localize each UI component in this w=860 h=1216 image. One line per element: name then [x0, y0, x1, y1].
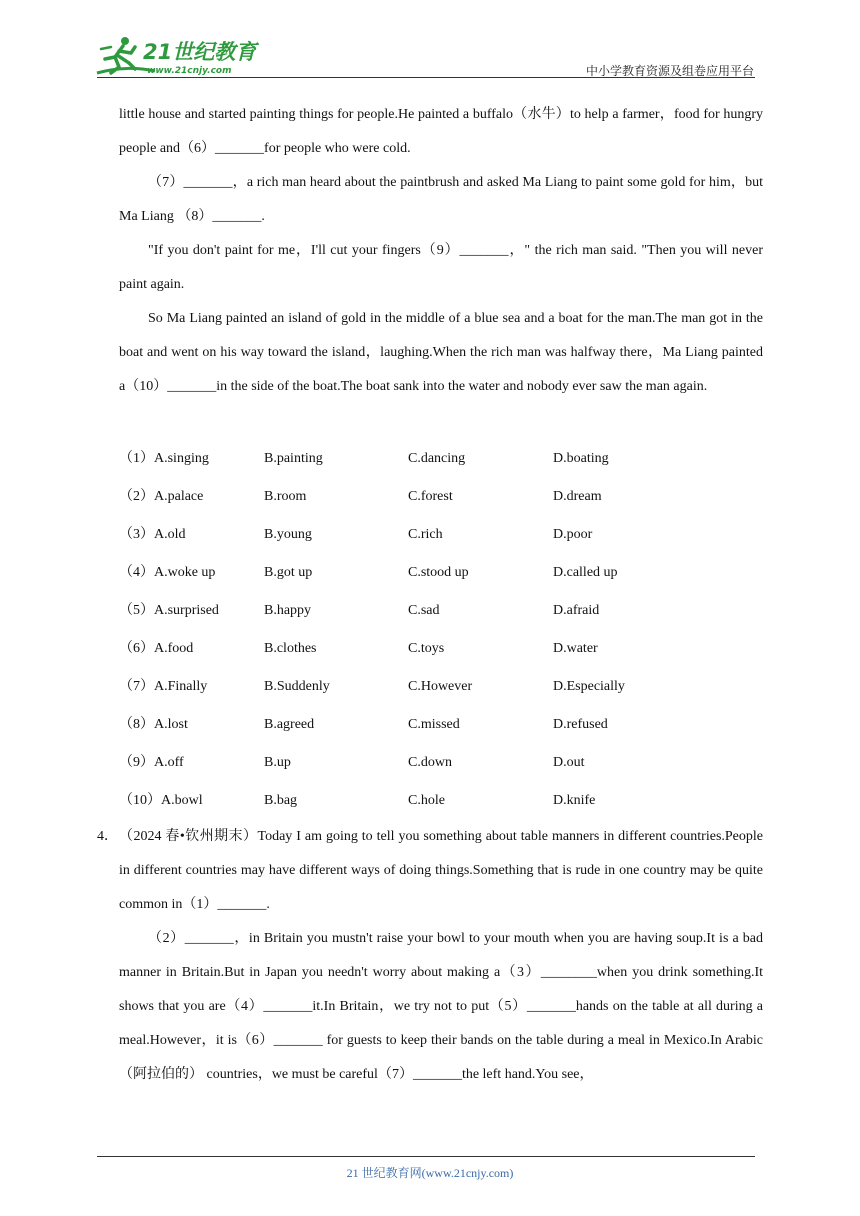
question-number: 4．: [97, 829, 118, 844]
option-row: [119, 440, 763, 478]
option-a: （10）A.bowl: [119, 793, 203, 808]
passage-paragraph: So Ma Liang painted an island of gold in the middle of a blue sea and a boat for the man.The man got in the boat and went on his way toward the island，laughing.When the rich man was halfway there，Ma Liang painted a（10）_______in the side of the boat.The boat sank into the water and nobody ever saw the man again.: [119, 311, 763, 394]
option-c: C.hole: [408, 793, 445, 808]
option-a: （2）A.palace: [119, 489, 204, 504]
passage-paragraph: little house and started painting things for people.He painted a buffalo（水牛）to help a farmer，food for hungry people and（6）_______for people who were cold.: [119, 107, 763, 156]
option-c: C.sad: [408, 603, 440, 618]
option-a: （9）A.off: [119, 755, 184, 770]
option-b: B.bag: [264, 793, 298, 808]
option-a: （5）A.surprised: [119, 603, 219, 618]
option-b: B.happy: [264, 603, 312, 618]
footer-divider: [97, 1156, 755, 1157]
passage-paragraph: （7）_______，a rich man heard about the paintbrush and asked Ma Liang to paint some gold for him，but Ma Liang （8）_______.: [119, 175, 763, 224]
option-row: [119, 668, 763, 706]
option-d: D.dream: [553, 489, 602, 504]
option-b: B.clothes: [264, 641, 317, 656]
section-spacer: [119, 404, 763, 440]
answer-options: [119, 440, 763, 820]
page-footer: 21 世纪教育网(www.21cnjy.com): [346, 1166, 514, 1180]
option-b: B.Suddenly: [264, 679, 330, 694]
option-row: [119, 782, 763, 820]
option-a: （7）A.Finally: [119, 679, 208, 694]
question-4: [97, 820, 763, 1092]
document-body: [97, 98, 763, 1092]
option-row: [119, 478, 763, 516]
logo-main-text: 21世纪教育: [143, 40, 257, 64]
option-row: [119, 706, 763, 744]
option-d: D.poor: [553, 527, 593, 542]
option-d: D.out: [553, 755, 585, 770]
header-platform-text: 中小学教育资源及组卷应用平台: [585, 64, 754, 78]
option-b: B.got up: [264, 565, 313, 580]
option-d: D.called up: [553, 565, 618, 580]
option-d: D.Especially: [553, 679, 625, 694]
option-b: B.painting: [264, 451, 323, 466]
option-c: C.forest: [408, 489, 453, 504]
passage-paragraph: "If you don't paint for me，I'll cut your fingers（9）_______，" the rich man said. "Then you will never paint again.: [119, 243, 763, 292]
option-a: （4）A.woke up: [119, 565, 216, 580]
option-row: [119, 554, 763, 592]
header-divider: [97, 77, 755, 78]
site-logo: [95, 35, 265, 77]
option-c: C.down: [408, 755, 452, 770]
option-c: C.toys: [408, 641, 445, 656]
option-c: C.rich: [408, 527, 443, 542]
option-d: D.refused: [553, 717, 608, 732]
option-d: D.afraid: [553, 603, 600, 618]
logo-sub-text: www.21cnjy.com: [147, 66, 232, 76]
option-row: [119, 744, 763, 782]
question-paragraph: （2024 春•钦州期末）Today I am going to tell you something about table manners in different countries.People in different countries may have different ways of doing things.Something that is rude in one country may be quite common in（1）_______.: [119, 829, 763, 912]
option-a: （6）A.food: [119, 641, 194, 656]
option-row: [119, 592, 763, 630]
option-row: [119, 630, 763, 668]
option-c: C.However: [408, 679, 473, 694]
option-a: （8）A.lost: [119, 717, 188, 732]
option-b: B.room: [264, 489, 307, 504]
option-b: B.up: [264, 755, 291, 770]
option-d: D.water: [553, 641, 598, 656]
option-c: C.dancing: [408, 451, 466, 466]
option-d: D.knife: [553, 793, 596, 808]
option-b: B.agreed: [264, 717, 315, 732]
option-row: [119, 516, 763, 554]
page-header: [0, 0, 860, 80]
option-b: B.young: [264, 527, 312, 542]
option-d: D.boating: [553, 451, 609, 466]
question-paragraph: （2）_______，in Britain you mustn't raise your bowl to your mouth when you are having soup.It is a bad manner in Britain.But in Japan you needn't worry about making a（3）________when you drink something.It shows that you are（4）_______it.In Britain，we try not to put（5）_______hands on the table at all during a meal.However，it is（6）_______ for guests to keep their bands on the table during a meal in Mexico.In Arabic（阿拉伯的） countries，we must be careful（7）_______the left hand.You see，: [119, 931, 763, 1082]
option-a: （1）A.singing: [119, 451, 209, 466]
option-c: C.stood up: [408, 565, 469, 580]
option-a: （3）A.old: [119, 527, 186, 542]
option-c: C.missed: [408, 717, 460, 732]
runner-logo-icon: [95, 35, 265, 77]
